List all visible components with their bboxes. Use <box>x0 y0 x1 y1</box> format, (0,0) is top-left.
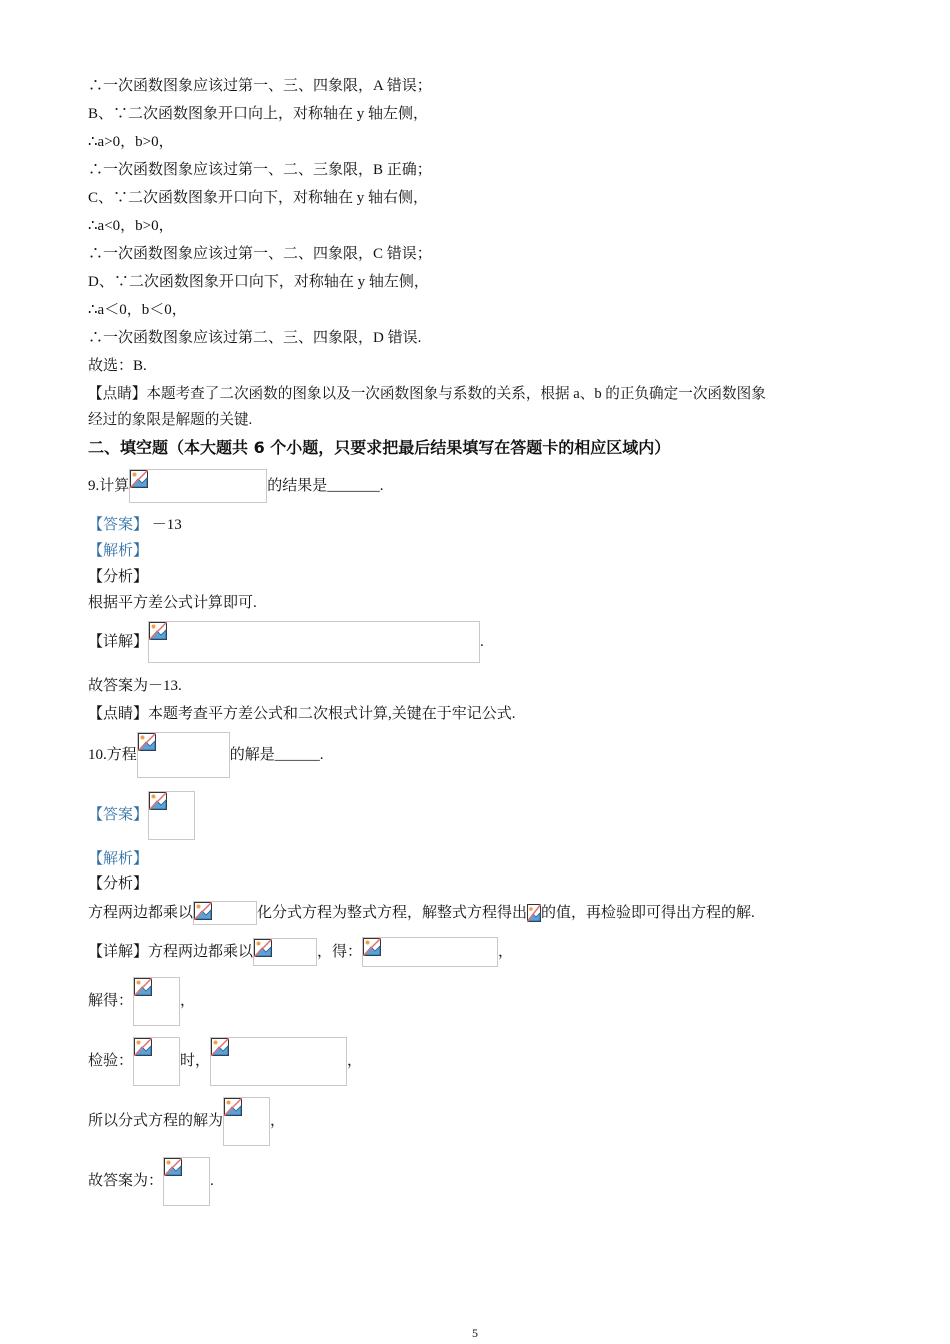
broken-image-icon <box>149 622 167 640</box>
fenxi-label: 【分析】 <box>88 876 149 892</box>
text-line: ∴一次函数图象应该过第二、三、四象限，D 错误. <box>88 330 422 346</box>
answer-value: －13 <box>151 517 182 533</box>
text-line: ∴一次函数图象应该过第一、二、三象限，B 正确； <box>88 162 432 178</box>
solution-row <box>88 1096 285 1146</box>
note-line: 【点睛】本题考查了二次函数的图象以及一次函数图象与系数的关系，根据 a、b 的正负确定一次函数图象 <box>88 386 766 402</box>
broken-image-icon <box>149 792 167 810</box>
conclusion: 故答案为－13. <box>88 678 182 694</box>
text-line: ∴a>0，b>0， <box>88 134 174 150</box>
formula-image <box>210 1037 347 1086</box>
solution-suffix: ， <box>270 1113 286 1129</box>
check-row <box>88 1036 362 1086</box>
detail-part: ， <box>498 944 514 960</box>
answer-row <box>88 515 182 535</box>
formula-image <box>148 621 480 663</box>
formula-image <box>193 901 257 925</box>
detail-label: 【详解】 <box>88 634 149 650</box>
formula-image <box>148 791 195 840</box>
q9-suffix: 的结果是_______. <box>267 478 384 494</box>
final-row <box>88 1156 214 1206</box>
detail-part: 方程两边都乘以 <box>148 944 254 960</box>
note: 【点睛】本题考查平方差公式和二次根式计算,关键在于牢记公式. <box>88 706 516 722</box>
page-number: 5 <box>472 1326 478 1340</box>
fenxi-part: 的值，再检验即可得出方程的解. <box>541 905 755 921</box>
q10-suffix: 的解是______. <box>229 747 324 763</box>
q9-prefix: 9.计算 <box>88 478 130 494</box>
text-line: ∴a<0，b>0， <box>88 218 174 234</box>
fenxi-text <box>88 900 755 926</box>
formula-image <box>133 977 180 1026</box>
fenxi-part: 方程两边都乘以 <box>88 905 194 921</box>
formula-image <box>137 732 230 778</box>
detail-suffix: . <box>480 634 484 650</box>
fenxi-label: 【分析】 <box>88 569 149 585</box>
question-10 <box>88 732 324 778</box>
detail-label: 【详解】 <box>88 944 149 960</box>
formula-image <box>253 938 317 966</box>
formula-image <box>223 1097 270 1146</box>
section-heading: 二、填空题（本大题共 6 个小题，只要求把最后结果填写在答题卡的相应区域内） <box>88 438 671 457</box>
broken-image-icon <box>224 1098 242 1116</box>
broken-image-icon <box>254 939 272 957</box>
broken-image-icon <box>194 902 212 920</box>
broken-image-icon <box>211 1038 229 1056</box>
fenxi-text: 根据平方差公式计算即可. <box>88 595 257 611</box>
text-line: C、∵二次函数图象开口向下，对称轴在 y 轴右侧， <box>88 190 429 206</box>
solve-label: 解得： <box>88 993 134 1009</box>
text-line: ∴一次函数图象应该过第一、三、四象限，A 错误； <box>88 78 432 94</box>
text-line: B、∵二次函数图象开口向上，对称轴在 y 轴左侧， <box>88 106 429 122</box>
solution-label: 所以分式方程的解为 <box>88 1113 224 1129</box>
detail-row <box>88 620 484 664</box>
analysis-label: 【解析】 <box>88 851 149 867</box>
text-line: ∴一次函数图象应该过第一、二、四象限，C 错误； <box>88 246 432 262</box>
formula-image <box>527 904 541 922</box>
broken-image-icon <box>164 1158 182 1176</box>
check-mid: 时， <box>180 1053 211 1069</box>
question-9 <box>88 468 384 504</box>
detail-part: ，得： <box>317 944 363 960</box>
final-suffix: . <box>210 1173 214 1189</box>
analysis-label: 【解析】 <box>88 543 149 559</box>
fenxi-part: 化分式方程为整式方程，解整式方程得出 <box>257 905 528 921</box>
answer-label: 【答案】 <box>88 807 149 823</box>
text-line: ∴a＜0，b＜0， <box>88 302 187 318</box>
formula-image <box>129 469 267 503</box>
answer-row <box>88 790 195 840</box>
q10-prefix: 10.方程 <box>88 747 137 763</box>
text-line: 故选：B. <box>88 358 147 374</box>
check-label: 检验： <box>88 1053 134 1069</box>
solve-suffix: ， <box>180 993 196 1009</box>
broken-image-icon <box>134 1038 152 1056</box>
formula-image <box>163 1157 210 1206</box>
check-suffix: ， <box>347 1053 363 1069</box>
broken-image-icon <box>138 733 156 751</box>
solve-row <box>88 976 195 1026</box>
answer-label: 【答案】 <box>88 517 149 533</box>
formula-image <box>133 1037 180 1086</box>
broken-image-icon <box>134 978 152 996</box>
formula-image <box>362 937 498 967</box>
broken-image-icon <box>363 938 381 956</box>
broken-image-icon <box>130 470 148 488</box>
broken-image-icon <box>527 904 541 922</box>
final-label: 故答案为： <box>88 1173 164 1189</box>
note-line: 经过的象限是解题的关键. <box>88 412 253 428</box>
text-line: D、∵二次函数图象开口向下，对称轴在 y 轴左侧， <box>88 274 429 290</box>
detail-row <box>88 937 513 967</box>
